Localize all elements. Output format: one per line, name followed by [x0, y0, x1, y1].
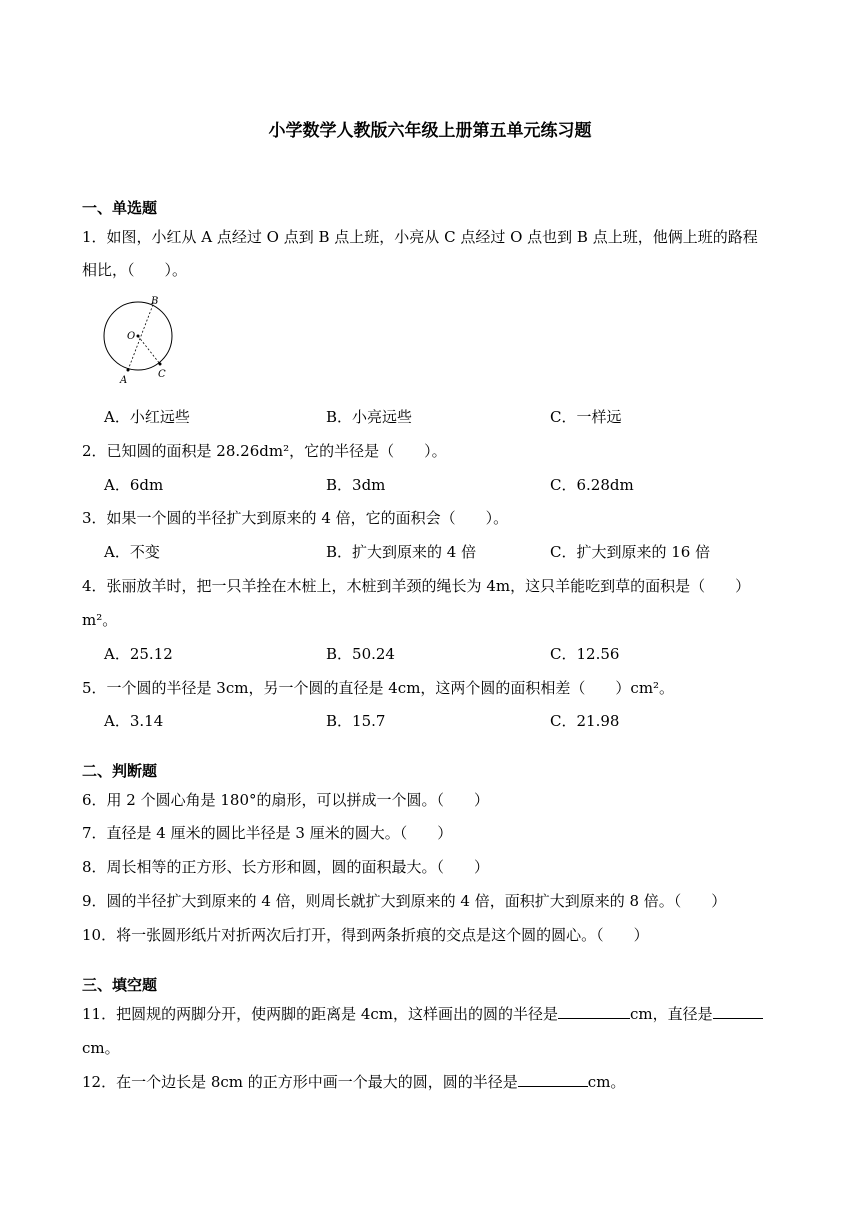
figure-label-a: A — [120, 375, 128, 386]
question-1-option-b: B．小亮远些 — [326, 408, 413, 426]
question-3-option-a: A．不变 — [104, 543, 160, 561]
question-2-option-b: B．3dm — [326, 476, 386, 494]
question-3-text: 3．如果一个圆的半径扩大到原来的 4 倍，它的面积会（ ）。 — [82, 509, 509, 527]
question-4-option-b: B．50.24 — [326, 645, 395, 663]
figure-label-b: B — [151, 296, 159, 307]
question-2-option-a: A．6dm — [104, 476, 164, 494]
question-4-line-2: m²。 — [82, 611, 118, 629]
figure-label-c: C — [158, 369, 166, 380]
question-11-text-part-1: 11．把圆规的两脚分开，使两脚的距离是 4cm，这样画出的圆的半径是 — [82, 1005, 559, 1023]
question-1-option-c: C．一样远 — [550, 408, 622, 426]
question-8-text: 8．周长相等的正方形、长方形和圆，圆的面积最大。（ ） — [82, 858, 490, 876]
question-11-blank-radius[interactable] — [558, 1004, 630, 1019]
question-10-text: 10．将一张圆形纸片对折两次后打开，得到两条折痕的交点是这个圆的圆心。（ ） — [82, 926, 649, 944]
question-5-option-c: C．21.98 — [550, 712, 620, 730]
question-7-text: 7．直径是 4 厘米的圆比半径是 3 厘米的圆大。（ ） — [82, 824, 453, 842]
question-12-text-part-1: 12．在一个边长是 8cm 的正方形中画一个最大的圆，圆的半径是 — [82, 1073, 518, 1091]
question-1-option-a: A．小红远些 — [104, 408, 190, 426]
question-2-option-c: C．6.28dm — [550, 476, 634, 494]
question-3-option-b: B．扩大到原来的 4 倍 — [326, 543, 477, 561]
question-3-option-c: C．扩大到原来的 16 倍 — [550, 543, 711, 561]
question-5-option-a: A．3.14 — [104, 712, 164, 730]
question-12-blank-radius[interactable] — [518, 1072, 588, 1087]
question-12-line — [82, 1071, 625, 1092]
question-9-text: 9．圆的半径扩大到原来的 4 倍，则周长就扩大到原来的 4 倍，面积扩大到原来的 8 倍。（ ） — [82, 892, 727, 910]
figure-label-o: O — [127, 331, 136, 342]
question-12-text-part-2: cm。 — [587, 1073, 626, 1091]
question-5-option-b: B．15.7 — [326, 712, 386, 730]
question-4-option-a: A．25.12 — [104, 645, 173, 663]
question-11-blank-diameter[interactable] — [713, 1004, 763, 1019]
question-1-line-2: 相比，（ ）。 — [82, 261, 188, 279]
question-1-line-1: 1．如图，小红从 A 点经过 O 点到 B 点上班，小亮从 C 点经过 O 点也到 B 点上班，他俩上班的路程 — [82, 228, 758, 246]
question-4-option-c: C．12.56 — [550, 645, 620, 663]
question-2-text: 2．已知圆的面积是 28.26dm²，它的半径是（ ）。 — [82, 442, 447, 460]
page-title: 小学数学人教版六年级上册第五单元练习题 — [268, 121, 592, 141]
section-heading-single-choice: 一、单选题 — [82, 199, 158, 217]
question-4-line-1: 4．张丽放羊时，把一只羊拴在木桩上，木桩到羊颈的绳长为 4m，这只羊能吃到草的面积是（ ） — [82, 577, 751, 595]
question-6-text: 6．用 2 个圆心角是 180°的扇形，可以拼成一个圆。（ ） — [82, 791, 490, 809]
question-11-line-2: cm。 — [82, 1039, 120, 1057]
section-heading-fill-blank: 三、填空题 — [82, 976, 158, 994]
section-heading-true-false: 二、判断题 — [82, 762, 158, 780]
question-11-text-part-2: cm，直径是 — [630, 1005, 713, 1023]
question-1-circle-figure — [96, 292, 180, 388]
question-11-line-1 — [82, 1003, 763, 1024]
question-5-text: 5．一个圆的半径是 3cm，另一个圆的直径是 4cm，这两个圆的面积相差（ ）cm²。 — [82, 679, 675, 697]
